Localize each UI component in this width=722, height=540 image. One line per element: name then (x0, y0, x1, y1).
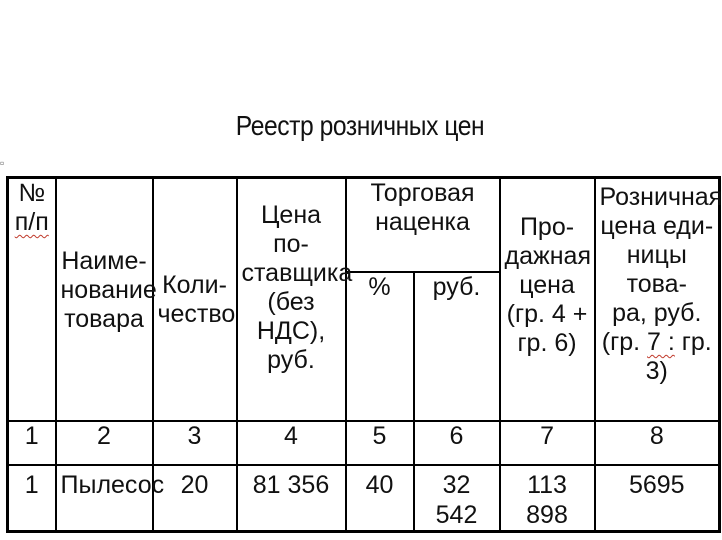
column-number-cell: 6 (414, 421, 500, 465)
column-number-row (8, 421, 720, 465)
header-text: нование (60, 276, 157, 304)
header-cell-trade-markup (346, 178, 500, 273)
header-text: п/п (14, 208, 49, 236)
header-text: (гр. (601, 328, 648, 356)
column-number-cell: 5 (346, 421, 414, 465)
header-cell-name (56, 178, 157, 422)
column-number-cell: 7 (500, 421, 595, 465)
header-cell-number (8, 178, 56, 422)
header-text: Розничная (599, 183, 722, 211)
header-text: ра, руб. (612, 299, 702, 327)
cell-sale-price: 113 898 (500, 465, 595, 532)
header-cell-quantity (153, 178, 237, 422)
header-text: (гр. 4 + (506, 300, 588, 328)
cell-product-name: Пылесос (56, 465, 153, 532)
header-row-top (8, 178, 720, 273)
header-text: ницы това- (626, 241, 687, 298)
header-text: чество (157, 300, 236, 328)
header-cell-sale-price (500, 178, 595, 422)
header-text: гр. 6) (517, 329, 577, 357)
header-text: цена (519, 271, 575, 299)
column-number-cell: 8 (595, 421, 720, 465)
cell-quantity: 20 (153, 465, 237, 532)
cell-supplier-price: 81 356 (237, 465, 346, 532)
header-text: Про- (519, 213, 575, 241)
column-number-cell: 4 (237, 421, 346, 465)
header-cell-markup-rub: руб. (414, 272, 500, 421)
header-cell-supplier-price (237, 178, 353, 422)
header-text: цена еди- (600, 212, 714, 240)
header-cell-retail-unit-price (595, 178, 720, 422)
cell-markup-percent: 40 (346, 465, 414, 532)
header-text: Торговая (370, 179, 475, 207)
header-text: 7 : (647, 328, 675, 356)
header-text: наценка (375, 208, 470, 236)
registry-table-container (6, 176, 722, 529)
column-number-cell: 3 (153, 421, 237, 465)
header-text: дажная (504, 242, 591, 270)
document-title: Реестр розничных цен (235, 110, 485, 141)
margin-marker: ▫ (0, 156, 5, 170)
header-text: Наиме- (61, 247, 147, 275)
header-text: ставщика (241, 259, 353, 287)
header-text: (без (267, 288, 315, 316)
header-cell-markup-percent: % (346, 272, 414, 421)
cell-number: 1 (8, 465, 56, 532)
table-row (8, 465, 720, 532)
header-text: гр. (674, 328, 712, 356)
column-number-cell: 2 (56, 421, 153, 465)
header-text: руб. (267, 346, 315, 374)
header-text: НДС), (256, 317, 326, 345)
header-text: № (18, 179, 46, 207)
header-text: Цена по- (260, 201, 322, 258)
header-text (600, 328, 715, 357)
header-text: Коли- (162, 271, 227, 299)
cell-retail-unit-price: 5695 (595, 465, 720, 532)
header-text: 3) (645, 357, 668, 385)
cell-markup-rub: 32 542 (414, 465, 500, 532)
retail-price-registry-table (6, 176, 721, 533)
column-number-cell: 1 (8, 421, 56, 465)
header-text: товара (64, 305, 144, 333)
